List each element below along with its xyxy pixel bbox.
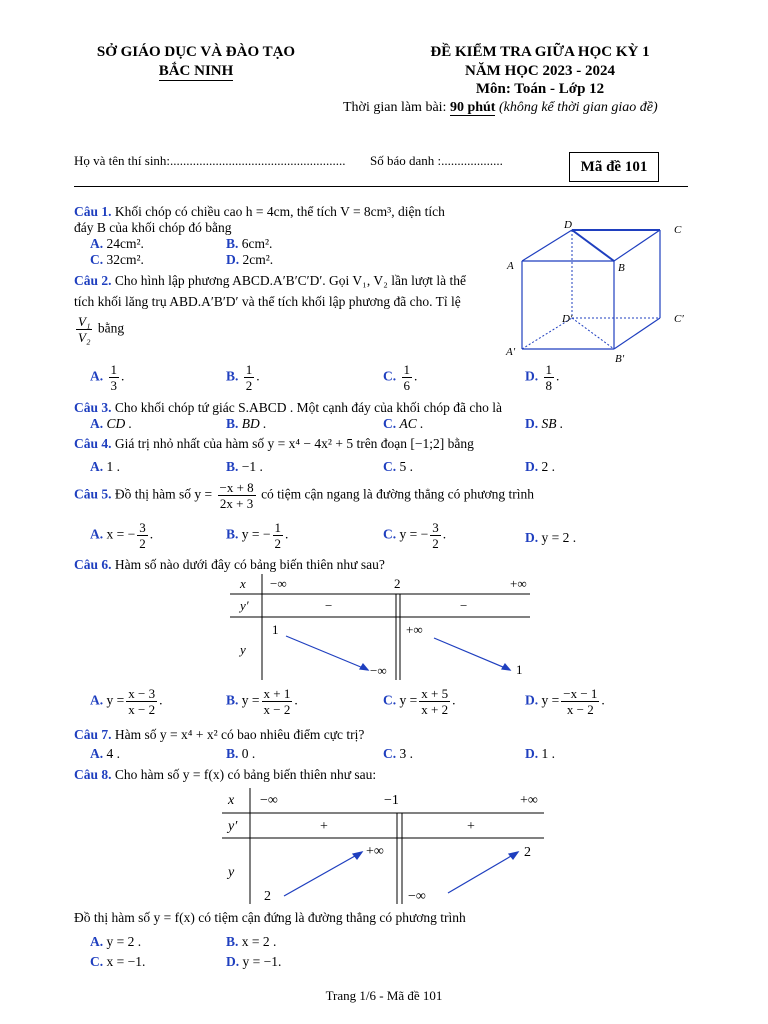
q2-option-d[interactable]: D. $\frac{1}{8}$ . [525, 362, 560, 393]
t8-y-val-2: +∞ [366, 844, 384, 859]
q2-option-b[interactable]: B. $\frac{1}{2}$ . [226, 362, 260, 393]
t8-x-label: x [228, 793, 235, 808]
q3-option-d[interactable]: D. SB . [525, 416, 564, 431]
t8-x-val-1: −∞ [260, 793, 278, 808]
q7-option-b[interactable]: B. 0 . [226, 746, 256, 761]
q4-option-d[interactable]: D. 2 . [525, 459, 555, 474]
q1-text-cont: đáy B của khối chóp đó bằng [74, 220, 232, 235]
q8-option-b[interactable]: B. x = 2 . [226, 934, 277, 949]
q4-text: Câu 4. Giá trị nhỏ nhất của hàm số y = x⁴ − 4x² + 5 trên đoạn [−1;2] bằng [74, 436, 474, 451]
q5-text: Câu 5. Đồ thị hàm số y = $\frac{-x + 8}{2x + 3}$ có tiệm cận ngang là đường thẳng có phương trình [74, 480, 535, 511]
q4-option-c[interactable]: C. 5 . [383, 459, 413, 474]
cube-label-d: D [564, 219, 572, 231]
q6-option-a[interactable]: A. y = $\frac{x - 3}{x - 2}$ . [90, 686, 163, 717]
t8-x-val-2: −1 [384, 793, 399, 808]
q1-option-d[interactable]: D. 2cm². [226, 252, 274, 267]
t8-x-val-3: +∞ [520, 793, 538, 808]
t6-yprime-label: y′ [240, 598, 249, 613]
candidate-name-label: Họ và tên thí sinh:...................................................... [74, 153, 346, 168]
exam-title: ĐỀ KIỂM TRA GIỮA HỌC KỲ 1 [430, 44, 650, 60]
t6-y-val-1: 1 [272, 622, 279, 637]
q5-option-d[interactable]: D. y = 2 . [525, 530, 577, 545]
candidate-id-label: Số báo danh :................... [370, 153, 503, 168]
t8-y-val-1: 2 [264, 889, 271, 904]
cube-label-c2: C′ [674, 313, 684, 325]
t8-y-label: y [228, 865, 235, 880]
q2-option-c[interactable]: C. $\frac{1}{6}$ . [383, 362, 418, 393]
subject: Môn: Toán - Lớp 12 [475, 81, 605, 97]
t6-sign-1: − [325, 598, 333, 613]
q6-option-c[interactable]: C. y = $\frac{x + 5}{x + 2}$ . [383, 686, 456, 717]
q3-option-b[interactable]: B. BD . [226, 416, 267, 431]
q3-option-a[interactable]: A. CD . [90, 416, 133, 431]
q6-option-b[interactable]: B. y = $\frac{x + 1}{x - 2}$ . [226, 686, 298, 717]
q2-text: Câu 2. Cho hình lập phương ABCD.A′B′C′D′. Gọi V₁, V₂ lần lượt là thể [74, 273, 467, 288]
cube-label-c: C [674, 224, 682, 236]
q1-option-c[interactable]: C. 32cm². [90, 252, 144, 267]
t8-y-val-3: −∞ [408, 889, 426, 904]
q5-option-b[interactable]: B. y = − $\frac{1}{2}$ . [226, 520, 289, 551]
q8-variation-table [222, 788, 552, 906]
t6-sign-2: − [460, 598, 468, 613]
q3-text: Câu 3. Cho khối chóp tứ giác S.ABCD . Một cạnh đáy của khối chóp đã cho là [74, 400, 503, 415]
cube-label-a: A [507, 260, 514, 272]
t6-x-val-3: +∞ [510, 576, 527, 591]
page-footer: Trang 1/6 - Mã đề 101 [325, 988, 443, 1003]
cube-label-b2: B′ [615, 353, 625, 365]
q1-option-a[interactable]: A. 24cm². [90, 236, 144, 251]
q1-option-b[interactable]: B. 6cm². [226, 236, 273, 251]
exam-code-box: Mã đề 101 [569, 152, 659, 182]
q8-option-a[interactable]: A. y = 2 . [90, 934, 142, 949]
cube-label-a2: A′ [506, 346, 516, 358]
t6-y-label: y [240, 642, 246, 657]
t8-sign-2: + [467, 819, 475, 834]
q8-option-d[interactable]: D. y = −1. [226, 954, 282, 969]
cube-figure [500, 218, 700, 368]
q2-text-cont: tích khối lăng trụ ABD.A′B′D′ và thể tích khối lập phương đã cho. Tỉ lệ [74, 294, 461, 309]
t6-x-val-2: 2 [394, 576, 401, 591]
t8-y-val-4: 2 [524, 845, 531, 860]
t6-y-val-2: −∞ [370, 663, 387, 678]
t6-x-label: x [240, 576, 246, 591]
q7-text: Câu 7. Hàm số y = x⁴ + x² có bao nhiêu điểm cực trị? [74, 727, 365, 742]
t8-yprime-label: y′ [228, 819, 238, 834]
school-year: NĂM HỌC 2023 - 2024 [465, 63, 615, 79]
q8-option-c[interactable]: C. x = −1. [90, 954, 146, 969]
q6-variation-table [230, 574, 540, 682]
q4-option-a[interactable]: A. 1 . [90, 459, 120, 474]
cube-label-d2: D′ [562, 313, 573, 325]
q5-option-c[interactable]: C. y = − $\frac{3}{2}$ . [383, 520, 447, 551]
q7-option-a[interactable]: A. 4 . [90, 746, 120, 761]
t6-x-val-1: −∞ [270, 576, 287, 591]
q8-text-after: Đồ thị hàm số y = f(x) có tiệm cận đứng là đường thẳng có phương trình [74, 910, 466, 925]
q8-text: Câu 8. Cho hàm số y = f(x) có bảng biến thiên như sau: [74, 767, 377, 782]
header-divider [74, 186, 688, 187]
q5-option-a[interactable]: A. x = − $\frac{3}{2}$ . [90, 520, 154, 551]
q2-option-a[interactable]: A. $\frac{1}{3}$ . [90, 362, 125, 393]
q2-ratio: $\frac{\text{V₁}}{\text{V₂}}$ bằng [78, 314, 125, 345]
time-limit: Thời gian làm bài: 90 phút (không kể thời gian giao đề) [343, 100, 658, 115]
q7-option-c[interactable]: C. 3 . [383, 746, 413, 761]
t8-sign-1: + [320, 819, 328, 834]
q4-option-b[interactable]: B. −1 . [226, 459, 263, 474]
t6-y-val-3: +∞ [406, 622, 423, 637]
department-name: SỞ GIÁO DỤC VÀ ĐÀO TẠO [96, 44, 296, 60]
t6-y-val-4: 1 [516, 662, 523, 677]
q7-option-d[interactable]: D. 1 . [525, 746, 555, 761]
province-name: BẮC NINH [158, 63, 234, 79]
cube-label-b: B [618, 262, 625, 274]
q3-option-c[interactable]: C. AC . [383, 416, 424, 431]
q6-option-d[interactable]: D. y = $\frac{-x - 1}{x - 2}$ . [525, 686, 605, 717]
q6-text: Câu 6. Hàm số nào dưới đây có bảng biến thiên như sau? [74, 557, 385, 572]
q1-text: Câu 1. Khối chóp có chiều cao h = 4cm, thể tích V = 8cm³, diện tích [74, 204, 445, 219]
